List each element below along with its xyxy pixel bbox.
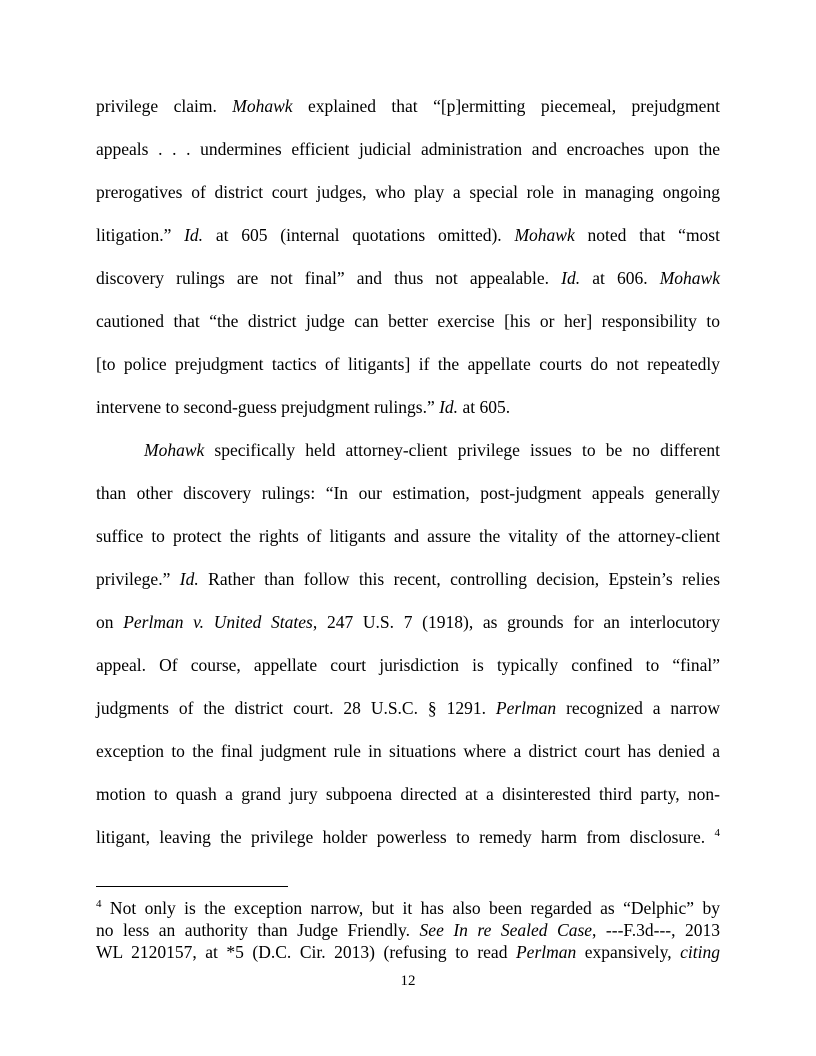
footnote-line-3: WL 2120157, at *5 (D.C. Cir. 2013) (refusing to read Perlman expansively, citing (96, 942, 721, 962)
body-line-13: on Perlman v. United States, 247 U.S. 7 (1918), as grounds for an interlocutory (96, 612, 720, 632)
body-line-10: than other discovery rulings: “In our estimation, post-judgment appeals generally (96, 483, 720, 503)
body-line-17: motion to quash a grand jury subpoena directed at a disinterested third party, non- (96, 784, 720, 804)
body-line-2: appeals . . . undermines efficient judicial administration and encroaches upon the (96, 139, 720, 159)
body-line-15: judgments of the district court. 28 U.S.C. § 1291. Perlman recognized a narrow (96, 698, 720, 718)
body-line-11: suffice to protect the rights of litigants and assure the vitality of the attorney-client (96, 526, 720, 546)
footnote-line-2: no less an authority than Judge Friendly. See In re Sealed Case, ---F.3d---, 2013 (96, 920, 720, 940)
body-line-14: appeal. Of course, appellate court jurisdiction is typically confined to “final” (96, 655, 720, 675)
body-line-8: intervene to second-guess prejudgment rulings.” Id. at 605. (96, 397, 511, 417)
footnote-separator (96, 886, 288, 887)
body-line-12: privilege.” Id. Rather than follow this recent, controlling decision, Epstein’s relies (96, 569, 721, 589)
footnote-line-1: $^4$ Not only is the exception narrow, but it has also been regarded as “Delphic” by (96, 898, 720, 918)
page-number: 12 (400, 973, 416, 989)
footnote-reference[interactable]: 4 (714, 827, 720, 840)
footnote-number: 4 (96, 898, 102, 911)
body-line-3: prerogatives of district court judges, who play a special role in managing ongoing (96, 182, 720, 202)
body-line-7: [to police prejudgment tactics of litigants] if the appellate courts do not repeatedly (96, 354, 720, 374)
body-line-6: cautioned that “the district judge can better exercise [his or her] responsibility to (96, 311, 720, 331)
body-line-18: litigant, leaving the privilege holder powerless to remedy harm from disclosure. $^4$ (96, 827, 720, 847)
body-line-9: Mohawk specifically held attorney-client privilege issues to be no different (144, 440, 720, 460)
body-line-1: privilege claim. Mohawk explained that “[p]ermitting piecemeal, prejudgment (96, 96, 720, 116)
body-line-4: litigation.” Id. at 605 (internal quotations omitted). Mohawk noted that “most (96, 225, 720, 245)
body-line-5: discovery rulings are not final” and thus not appealable. Id. at 606. Mohawk (96, 268, 720, 288)
body-line-16: exception to the final judgment rule in situations where a district court has denied a (96, 741, 720, 761)
